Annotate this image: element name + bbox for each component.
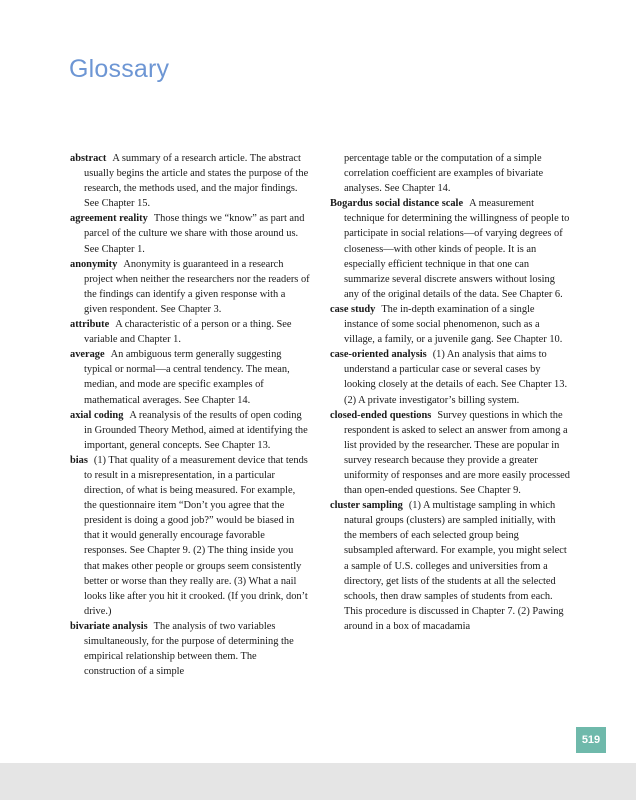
glossary-entry (330, 302, 570, 347)
glossary-term: cluster sampling (330, 500, 403, 512)
glossary-term: axial coding (70, 409, 124, 421)
glossary-column-left (70, 151, 310, 679)
glossary-term: closed-ended questions (330, 409, 432, 421)
glossary-definition: (1) That quality of a measurement device that tends to result in a misrepresentation, in a particular direction, of what is being measured. For example, the questionnaire item “Don’t you agree that the president is doing a good job?” would be biased in that it would generally encourage favorable responses. See Chapter 9. (2) The thing inside you that makes other people or groups seem consistently better or worse than they really are. (3) What a nail looks like after you hit it crooked. (If you drink, don’t drive.) (84, 454, 308, 617)
glossary-definition: percentage table or the computation of a simple correlation coefficient are examples of bivariate analyses. See Chapter 14. (344, 153, 544, 195)
glossary-entry (70, 619, 310, 679)
glossary-column-right (330, 151, 570, 634)
glossary-entry (70, 151, 310, 211)
glossary-term: agreement reality (70, 213, 148, 225)
glossary-term: bias (70, 454, 88, 466)
glossary-entry (70, 453, 310, 619)
glossary-entry (330, 347, 570, 407)
glossary-term: abstract (70, 153, 107, 164)
glossary-entry (70, 408, 310, 453)
glossary-term: attribute (70, 319, 110, 331)
glossary-entry-continued (330, 151, 570, 196)
glossary-definition: The in-depth examination of a single instance of some social phenomenon, such as a village, a family, or a juvenile gang. See Chapter 10. (344, 303, 563, 346)
glossary-definition: Those things we “know” as part and parcel of the culture we share with those around us. See Chapter 1. (84, 213, 305, 255)
glossary-entry (70, 317, 310, 347)
glossary-definition: A reanalysis of the results of open coding in Grounded Theory Method, aimed at identifying the important, general concepts. See Chapter 13. (84, 409, 308, 451)
glossary-definition: (1) An analysis that aims to understand a particular case or several cases by looking closely at the details of each. See Chapter 13. (2) A private investigator’s billing system. (344, 349, 568, 406)
glossary-entry (70, 347, 310, 407)
glossary-definition: A measurement technique for determining the willingness of people to participate in social relations—of varying degrees of closeness—with other kinds of people. It is an especially efficient technique in that one can summarize several discrete answers without losing any of the original details of the data. See Chapter 6. (344, 198, 570, 300)
glossary-definition: A characteristic of a person or a thing. See variable and Chapter 1. (84, 319, 292, 346)
glossary-term: Bogardus social distance scale (330, 198, 464, 210)
page-number-badge: 519 (576, 727, 606, 753)
glossary-term: average (70, 349, 105, 361)
glossary-entry (330, 408, 570, 499)
glossary-term: case study (330, 303, 376, 315)
glossary-entry (70, 257, 310, 317)
glossary-term: bivariate analysis (70, 620, 148, 632)
glossary-term: case-oriented analysis (330, 349, 427, 361)
page-title: Glossary (69, 55, 170, 83)
glossary-entry (330, 196, 570, 302)
glossary-definition: Survey questions in which the respondent is asked to select an answer from among a list provided by the researcher. These are popular in survey research because they provide a greater uniformity of responses and are more easily processed than open-ended questions. See Chapter 9. (344, 409, 570, 497)
glossary-entry (70, 211, 310, 256)
glossary-entry (330, 498, 570, 634)
glossary-definition: A summary of a research article. The abstract usually begins the article and states the purpose of the research, the methods used, and the major findings. See Chapter 15. (84, 153, 309, 210)
glossary-definition: Anonymity is guaranteed in a research project when neither the researchers nor the readers of the findings can identify a given response with a given respondent. See Chapter 3. (84, 258, 310, 315)
bottom-band (0, 763, 636, 800)
glossary-term: anonymity (70, 258, 118, 270)
glossary-definition: (1) A multistage sampling in which natural groups (clusters) are sampled initially, with the members of each selected group being subsampled afterward. For example, you might select a sample of U.S. colleges and universities from a directory, get lists of the students at all the selected schools, then draw samples of students from each. This procedure is discussed in Chapter 7. (2) Pawing around in a box of macadamia (344, 500, 567, 632)
glossary-definition: An ambiguous term generally suggesting typical or normal—a central tendency. The mean, median, and mode are specific examples of mathematical averages. See Chapter 14. (84, 349, 290, 406)
glossary-definition: The analysis of two variables simultaneously, for the purpose of determining the empirical relationship between them. The construction of a simple (84, 620, 294, 678)
